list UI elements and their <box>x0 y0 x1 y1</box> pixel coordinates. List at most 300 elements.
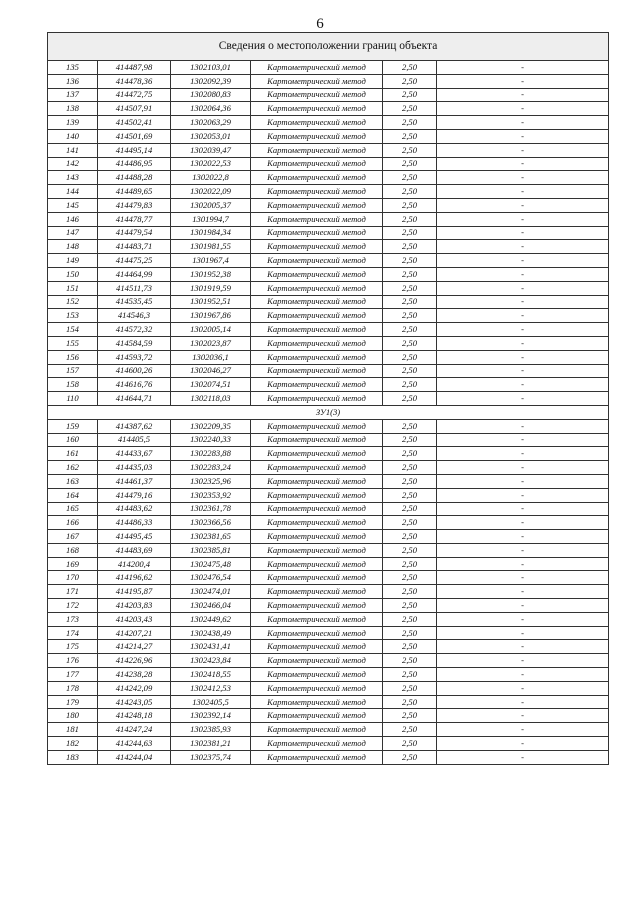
cell-y-coordinate: 1302353,92 <box>171 488 251 502</box>
table-row <box>48 185 609 199</box>
table-row <box>48 461 609 475</box>
cell-y-coordinate: 1302240,33 <box>171 433 251 447</box>
cell-point-number: 163 <box>48 474 98 488</box>
cell-x-coordinate: 414214,27 <box>98 640 171 654</box>
cell-note: - <box>437 226 609 240</box>
cell-x-coordinate: 414464,99 <box>98 267 171 281</box>
cell-accuracy: 2,50 <box>383 267 437 281</box>
cell-accuracy: 2,50 <box>383 129 437 143</box>
cell-x-coordinate: 414489,65 <box>98 185 171 199</box>
cell-note: - <box>437 74 609 88</box>
cell-method: Картометрический метод <box>251 640 383 654</box>
cell-method: Картометрический метод <box>251 654 383 668</box>
cell-x-coordinate: 414486,33 <box>98 516 171 530</box>
cell-accuracy: 2,50 <box>383 364 437 378</box>
cell-x-coordinate: 414207,21 <box>98 626 171 640</box>
table-row <box>48 723 609 737</box>
cell-accuracy: 2,50 <box>383 447 437 461</box>
cell-y-coordinate: 1302361,78 <box>171 502 251 516</box>
cell-y-coordinate: 1301981,55 <box>171 240 251 254</box>
table-row <box>48 295 609 309</box>
cell-note: - <box>437 737 609 751</box>
cell-note: - <box>437 695 609 709</box>
cell-accuracy: 2,50 <box>383 419 437 433</box>
cell-note: - <box>437 281 609 295</box>
table-row <box>48 681 609 695</box>
cell-point-number: 157 <box>48 364 98 378</box>
table-row <box>48 599 609 613</box>
table-row <box>48 668 609 682</box>
cell-accuracy: 2,50 <box>383 295 437 309</box>
table-row <box>48 61 609 75</box>
cell-y-coordinate: 1301919,59 <box>171 281 251 295</box>
cell-point-number: 168 <box>48 543 98 557</box>
cell-point-number: 175 <box>48 640 98 654</box>
cell-point-number: 156 <box>48 350 98 364</box>
cell-x-coordinate: 414248,18 <box>98 709 171 723</box>
cell-method: Картометрический метод <box>251 226 383 240</box>
cell-x-coordinate: 414535,45 <box>98 295 171 309</box>
cell-note: - <box>437 681 609 695</box>
cell-accuracy: 2,50 <box>383 336 437 350</box>
cell-x-coordinate: 414502,41 <box>98 116 171 130</box>
cell-note: - <box>437 461 609 475</box>
cell-y-coordinate: 1302074,51 <box>171 378 251 392</box>
boundary-coordinates-table <box>47 32 609 765</box>
table-row <box>48 198 609 212</box>
cell-y-coordinate: 1302005,37 <box>171 198 251 212</box>
cell-method: Картометрический метод <box>251 102 383 116</box>
table-row <box>48 254 609 268</box>
section-header: ЗУ1(3) <box>48 405 609 419</box>
cell-y-coordinate: 1302283,88 <box>171 447 251 461</box>
cell-accuracy: 2,50 <box>383 157 437 171</box>
cell-point-number: 176 <box>48 654 98 668</box>
cell-point-number: 174 <box>48 626 98 640</box>
cell-note: - <box>437 364 609 378</box>
cell-point-number: 146 <box>48 212 98 226</box>
table-row <box>48 309 609 323</box>
cell-point-number: 173 <box>48 612 98 626</box>
cell-note: - <box>437 543 609 557</box>
cell-point-number: 166 <box>48 516 98 530</box>
cell-note: - <box>437 157 609 171</box>
cell-note: - <box>437 143 609 157</box>
section-header-row <box>48 405 609 419</box>
cell-accuracy: 2,50 <box>383 488 437 502</box>
cell-method: Картометрический метод <box>251 267 383 281</box>
cell-point-number: 180 <box>48 709 98 723</box>
cell-method: Картометрический метод <box>251 281 383 295</box>
cell-note: - <box>437 723 609 737</box>
table-row <box>48 240 609 254</box>
table-row <box>48 502 609 516</box>
cell-method: Картометрический метод <box>251 668 383 682</box>
table-row <box>48 709 609 723</box>
cell-y-coordinate: 1302046,27 <box>171 364 251 378</box>
cell-y-coordinate: 1301967,4 <box>171 254 251 268</box>
cell-note: - <box>437 392 609 406</box>
cell-x-coordinate: 414584,59 <box>98 336 171 350</box>
cell-y-coordinate: 1302283,24 <box>171 461 251 475</box>
cell-method: Картометрический метод <box>251 254 383 268</box>
cell-y-coordinate: 1301952,38 <box>171 267 251 281</box>
cell-y-coordinate: 1302476,54 <box>171 571 251 585</box>
cell-method: Картометрический метод <box>251 143 383 157</box>
cell-method: Картометрический метод <box>251 750 383 764</box>
cell-y-coordinate: 1302022,8 <box>171 171 251 185</box>
cell-accuracy: 2,50 <box>383 557 437 571</box>
cell-x-coordinate: 414572,32 <box>98 323 171 337</box>
cell-note: - <box>437 557 609 571</box>
cell-y-coordinate: 1302385,93 <box>171 723 251 737</box>
cell-point-number: 137 <box>48 88 98 102</box>
cell-note: - <box>437 750 609 764</box>
cell-accuracy: 2,50 <box>383 474 437 488</box>
cell-accuracy: 2,50 <box>383 516 437 530</box>
table-row <box>48 488 609 502</box>
cell-accuracy: 2,50 <box>383 323 437 337</box>
table-row <box>48 116 609 130</box>
cell-x-coordinate: 414226,96 <box>98 654 171 668</box>
cell-point-number: 162 <box>48 461 98 475</box>
table-row <box>48 350 609 364</box>
cell-y-coordinate: 1302381,21 <box>171 737 251 751</box>
cell-note: - <box>437 599 609 613</box>
table-row <box>48 171 609 185</box>
cell-method: Картометрический метод <box>251 392 383 406</box>
cell-note: - <box>437 585 609 599</box>
table-row <box>48 626 609 640</box>
cell-x-coordinate: 414475,25 <box>98 254 171 268</box>
cell-accuracy: 2,50 <box>383 530 437 544</box>
cell-accuracy: 2,50 <box>383 668 437 682</box>
cell-y-coordinate: 1302022,53 <box>171 157 251 171</box>
cell-x-coordinate: 414483,69 <box>98 543 171 557</box>
cell-y-coordinate: 1302405,5 <box>171 695 251 709</box>
cell-y-coordinate: 1302466,04 <box>171 599 251 613</box>
table-row <box>48 640 609 654</box>
cell-y-coordinate: 1302092,39 <box>171 74 251 88</box>
cell-method: Картометрический метод <box>251 157 383 171</box>
cell-point-number: 136 <box>48 74 98 88</box>
cell-point-number: 147 <box>48 226 98 240</box>
cell-accuracy: 2,50 <box>383 74 437 88</box>
cell-x-coordinate: 414242,09 <box>98 681 171 695</box>
cell-accuracy: 2,50 <box>383 599 437 613</box>
cell-x-coordinate: 414616,76 <box>98 378 171 392</box>
cell-point-number: 150 <box>48 267 98 281</box>
cell-point-number: 169 <box>48 557 98 571</box>
cell-method: Картометрический метод <box>251 695 383 709</box>
cell-note: - <box>437 626 609 640</box>
cell-x-coordinate: 414472,75 <box>98 88 171 102</box>
cell-point-number: 139 <box>48 116 98 130</box>
cell-y-coordinate: 1302474,01 <box>171 585 251 599</box>
cell-point-number: 151 <box>48 281 98 295</box>
cell-point-number: 148 <box>48 240 98 254</box>
cell-accuracy: 2,50 <box>383 254 437 268</box>
cell-note: - <box>437 295 609 309</box>
cell-x-coordinate: 414195,87 <box>98 585 171 599</box>
cell-y-coordinate: 1302039,47 <box>171 143 251 157</box>
cell-method: Картометрический метод <box>251 599 383 613</box>
table-row <box>48 447 609 461</box>
cell-y-coordinate: 1302064,36 <box>171 102 251 116</box>
cell-x-coordinate: 414600,26 <box>98 364 171 378</box>
cell-method: Картометрический метод <box>251 198 383 212</box>
cell-note: - <box>437 254 609 268</box>
cell-note: - <box>437 502 609 516</box>
cell-y-coordinate: 1302023,87 <box>171 336 251 350</box>
cell-method: Картометрический метод <box>251 571 383 585</box>
cell-accuracy: 2,50 <box>383 116 437 130</box>
table-title: Сведения о местоположении границ объекта <box>48 33 609 61</box>
table-row <box>48 557 609 571</box>
cell-accuracy: 2,50 <box>383 737 437 751</box>
cell-note: - <box>437 323 609 337</box>
cell-accuracy: 2,50 <box>383 198 437 212</box>
cell-accuracy: 2,50 <box>383 433 437 447</box>
table-row <box>48 226 609 240</box>
cell-method: Картометрический метод <box>251 737 383 751</box>
cell-point-number: 170 <box>48 571 98 585</box>
cell-x-coordinate: 414433,67 <box>98 447 171 461</box>
cell-method: Картометрический метод <box>251 240 383 254</box>
cell-y-coordinate: 1302103,01 <box>171 61 251 75</box>
cell-point-number: 177 <box>48 668 98 682</box>
cell-y-coordinate: 1302418,55 <box>171 668 251 682</box>
cell-accuracy: 2,50 <box>383 654 437 668</box>
cell-note: - <box>437 240 609 254</box>
cell-point-number: 144 <box>48 185 98 199</box>
cell-accuracy: 2,50 <box>383 612 437 626</box>
table-row <box>48 129 609 143</box>
cell-note: - <box>437 668 609 682</box>
cell-note: - <box>437 336 609 350</box>
cell-y-coordinate: 1301967,86 <box>171 309 251 323</box>
cell-x-coordinate: 414495,14 <box>98 143 171 157</box>
cell-method: Картометрический метод <box>251 612 383 626</box>
cell-point-number: 110 <box>48 392 98 406</box>
cell-y-coordinate: 1302392,14 <box>171 709 251 723</box>
table-row <box>48 392 609 406</box>
table-row <box>48 530 609 544</box>
cell-x-coordinate: 414244,04 <box>98 750 171 764</box>
page-number: 6 <box>316 16 324 32</box>
cell-method: Картометрический метод <box>251 433 383 447</box>
cell-point-number: 142 <box>48 157 98 171</box>
cell-y-coordinate: 1302385,81 <box>171 543 251 557</box>
cell-method: Картометрический метод <box>251 129 383 143</box>
cell-method: Картометрический метод <box>251 488 383 502</box>
table-row <box>48 695 609 709</box>
cell-y-coordinate: 1302118,03 <box>171 392 251 406</box>
cell-point-number: 179 <box>48 695 98 709</box>
cell-accuracy: 2,50 <box>383 640 437 654</box>
cell-method: Картометрический метод <box>251 171 383 185</box>
cell-method: Картометрический метод <box>251 461 383 475</box>
cell-note: - <box>437 88 609 102</box>
cell-x-coordinate: 414479,16 <box>98 488 171 502</box>
cell-note: - <box>437 116 609 130</box>
table-row <box>48 212 609 226</box>
cell-point-number: 149 <box>48 254 98 268</box>
table-row <box>48 585 609 599</box>
cell-point-number: 165 <box>48 502 98 516</box>
cell-accuracy: 2,50 <box>383 723 437 737</box>
cell-x-coordinate: 414478,77 <box>98 212 171 226</box>
table-row <box>48 571 609 585</box>
cell-accuracy: 2,50 <box>383 571 437 585</box>
cell-method: Картометрический метод <box>251 474 383 488</box>
cell-x-coordinate: 414200,4 <box>98 557 171 571</box>
cell-accuracy: 2,50 <box>383 88 437 102</box>
cell-note: - <box>437 61 609 75</box>
cell-method: Картометрический метод <box>251 502 383 516</box>
cell-note: - <box>437 185 609 199</box>
cell-y-coordinate: 1302449,62 <box>171 612 251 626</box>
cell-point-number: 141 <box>48 143 98 157</box>
cell-accuracy: 2,50 <box>383 543 437 557</box>
cell-y-coordinate: 1302375,74 <box>171 750 251 764</box>
cell-method: Картометрический метод <box>251 516 383 530</box>
cell-accuracy: 2,50 <box>383 240 437 254</box>
cell-method: Картометрический метод <box>251 185 383 199</box>
cell-point-number: 143 <box>48 171 98 185</box>
cell-point-number: 154 <box>48 323 98 337</box>
cell-accuracy: 2,50 <box>383 585 437 599</box>
cell-accuracy: 2,50 <box>383 709 437 723</box>
cell-note: - <box>437 419 609 433</box>
cell-point-number: 172 <box>48 599 98 613</box>
table-row <box>48 323 609 337</box>
cell-method: Картометрический метод <box>251 419 383 433</box>
cell-y-coordinate: 1302366,56 <box>171 516 251 530</box>
cell-method: Картометрический метод <box>251 543 383 557</box>
cell-x-coordinate: 414593,72 <box>98 350 171 364</box>
cell-method: Картометрический метод <box>251 61 383 75</box>
table-row <box>48 612 609 626</box>
cell-note: - <box>437 198 609 212</box>
cell-method: Картометрический метод <box>251 447 383 461</box>
cell-note: - <box>437 129 609 143</box>
table-row <box>48 737 609 751</box>
cell-point-number: 158 <box>48 378 98 392</box>
cell-note: - <box>437 102 609 116</box>
cell-point-number: 145 <box>48 198 98 212</box>
cell-note: - <box>437 433 609 447</box>
cell-x-coordinate: 414243,05 <box>98 695 171 709</box>
table-row <box>48 474 609 488</box>
cell-method: Картометрический метод <box>251 626 383 640</box>
cell-y-coordinate: 1302381,65 <box>171 530 251 544</box>
cell-method: Картометрический метод <box>251 323 383 337</box>
cell-note: - <box>437 474 609 488</box>
cell-method: Картометрический метод <box>251 309 383 323</box>
cell-point-number: 161 <box>48 447 98 461</box>
cell-accuracy: 2,50 <box>383 378 437 392</box>
cell-point-number: 135 <box>48 61 98 75</box>
cell-accuracy: 2,50 <box>383 626 437 640</box>
cell-method: Картометрический метод <box>251 74 383 88</box>
cell-y-coordinate: 1302209,35 <box>171 419 251 433</box>
cell-note: - <box>437 530 609 544</box>
table-row <box>48 157 609 171</box>
cell-note: - <box>437 350 609 364</box>
cell-x-coordinate: 414507,91 <box>98 102 171 116</box>
title-row <box>48 33 609 61</box>
cell-point-number: 171 <box>48 585 98 599</box>
cell-method: Картометрический метод <box>251 585 383 599</box>
cell-method: Картометрический метод <box>251 350 383 364</box>
cell-note: - <box>437 709 609 723</box>
cell-x-coordinate: 414479,54 <box>98 226 171 240</box>
cell-x-coordinate: 414495,45 <box>98 530 171 544</box>
cell-accuracy: 2,50 <box>383 502 437 516</box>
cell-method: Картометрический метод <box>251 212 383 226</box>
cell-point-number: 152 <box>48 295 98 309</box>
cell-accuracy: 2,50 <box>383 143 437 157</box>
cell-x-coordinate: 414488,28 <box>98 171 171 185</box>
cell-point-number: 159 <box>48 419 98 433</box>
cell-point-number: 153 <box>48 309 98 323</box>
cell-point-number: 160 <box>48 433 98 447</box>
cell-point-number: 140 <box>48 129 98 143</box>
table-row <box>48 102 609 116</box>
cell-accuracy: 2,50 <box>383 226 437 240</box>
cell-note: - <box>437 309 609 323</box>
cell-y-coordinate: 1302053,01 <box>171 129 251 143</box>
cell-accuracy: 2,50 <box>383 695 437 709</box>
table-body <box>48 33 609 765</box>
cell-accuracy: 2,50 <box>383 212 437 226</box>
cell-x-coordinate: 414486,95 <box>98 157 171 171</box>
cell-x-coordinate: 414387,62 <box>98 419 171 433</box>
cell-y-coordinate: 1302325,96 <box>171 474 251 488</box>
cell-method: Картометрический метод <box>251 723 383 737</box>
cell-y-coordinate: 1302438,49 <box>171 626 251 640</box>
cell-accuracy: 2,50 <box>383 185 437 199</box>
cell-method: Картометрический метод <box>251 364 383 378</box>
cell-y-coordinate: 1301984,34 <box>171 226 251 240</box>
cell-point-number: 182 <box>48 737 98 751</box>
cell-point-number: 164 <box>48 488 98 502</box>
cell-note: - <box>437 612 609 626</box>
cell-method: Картометрический метод <box>251 295 383 309</box>
cell-method: Картометрический метод <box>251 336 383 350</box>
cell-y-coordinate: 1302412,53 <box>171 681 251 695</box>
cell-note: - <box>437 212 609 226</box>
cell-method: Картометрический метод <box>251 530 383 544</box>
cell-x-coordinate: 414405,5 <box>98 433 171 447</box>
cell-accuracy: 2,50 <box>383 171 437 185</box>
cell-accuracy: 2,50 <box>383 350 437 364</box>
cell-point-number: 178 <box>48 681 98 695</box>
cell-method: Картометрический метод <box>251 557 383 571</box>
cell-y-coordinate: 1302036,1 <box>171 350 251 364</box>
cell-x-coordinate: 414435,03 <box>98 461 171 475</box>
cell-note: - <box>437 571 609 585</box>
cell-note: - <box>437 447 609 461</box>
cell-point-number: 183 <box>48 750 98 764</box>
cell-accuracy: 2,50 <box>383 309 437 323</box>
cell-x-coordinate: 414487,98 <box>98 61 171 75</box>
cell-note: - <box>437 516 609 530</box>
cell-y-coordinate: 1302005,14 <box>171 323 251 337</box>
table-row <box>48 267 609 281</box>
cell-x-coordinate: 414203,43 <box>98 612 171 626</box>
